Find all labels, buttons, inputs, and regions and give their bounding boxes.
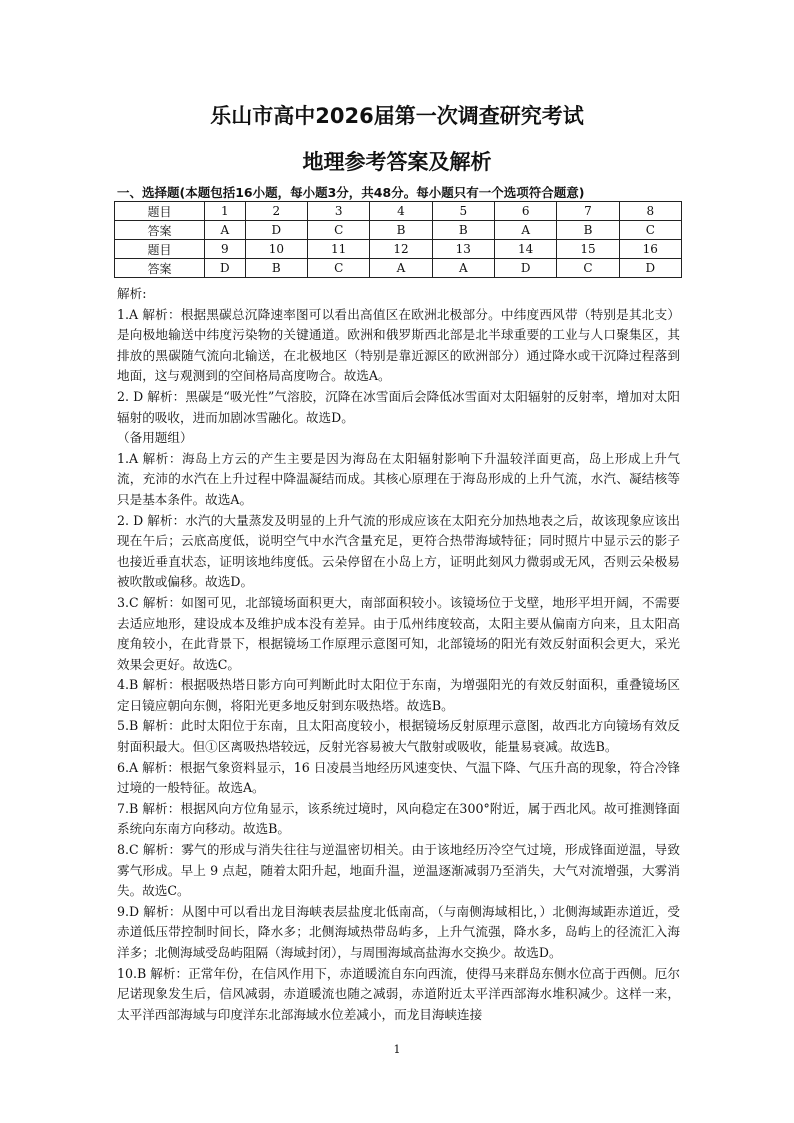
explanation-paragraph: 2. D 解析：水汽的大量蒸发及明显的上升气流的形成应该在太阳充分加热地表之后，故该现象应该出现在午后；云底高度低，说明空气中水汽含量充足，更符合热带海域特征；同时照片中显示云的影子也接近垂直状态，证明该地纬度低。云朵停留在小岛上方，证明此刻风力微弱或无风，否则云朵极易被吹散或偏移。故选D。 [117, 512, 680, 590]
table-cell: B [432, 221, 494, 240]
table-row [115, 202, 682, 221]
table-cell: 2 [245, 202, 307, 221]
table-cell: 8 [619, 202, 681, 221]
table-cell: D [494, 259, 556, 278]
table-cell: C [619, 221, 681, 240]
page-number: 1 [393, 1043, 401, 1056]
exam-title: 乐山市高中2026届第一次调查研究考试 [210, 104, 584, 128]
table-cell: C [308, 221, 370, 240]
backup-group-heading: （备用题组） [117, 430, 193, 446]
table-cell: A [432, 259, 494, 278]
explanation-paragraph: 1.A 解析：海岛上方云的产生主要是因为海岛在太阳辐射影响下升温较洋面更高，岛上形成上升气流，充沛的水汽在上升过程中降温凝结而成。其核心原理在于海岛形成的上升气流，水汽、凝结核等只是基本条件。故选A。 [117, 450, 680, 507]
table-cell: 7 [557, 202, 619, 221]
table-cell: 4 [370, 202, 432, 221]
answer-key-title: 地理参考答案及解析 [302, 150, 492, 174]
table-cell: B [370, 221, 432, 240]
table-cell: 12 [370, 240, 432, 259]
table-cell: 11 [308, 240, 370, 259]
table-cell: 5 [432, 202, 494, 221]
section-heading: 一、选择题(本题包括16小题，每小题3分，共48分。每小题只有一个选项符合题意) [117, 185, 585, 200]
table-cell: D [619, 259, 681, 278]
explanation-paragraph: 1.A 解析：根据黑碳总沉降速率图可以看出高值区在欧洲北极部分。中纬度西风带（特别是其北支）是向极地输送中纬度污染物的关键通道。欧洲和俄罗斯西北部是北半球重要的工业与人口聚集区，其排放的黑碳随气流向北输送，在北极地区（特别是靠近源区的欧洲部分）通过降水或干沉降过程落到地面，这与观测到的空间格局高度吻合。故选A。 [117, 306, 680, 384]
table-cell: C [557, 259, 619, 278]
table-cell: 3 [308, 202, 370, 221]
question-header-cell: 题目 [115, 202, 205, 221]
table-cell: 1 [205, 202, 246, 221]
explanation-paragraph: 3.C 解析：如图可见，北部镜场面积更大，南部面积较小。该镜场位于戈壁，地形平坦开阔，不需要去适应地形，建设成本及维护成本没有差异。由于瓜州纬度较高，太阳主要从偏南方向来，且太阳高度角较小，在此背景下，根据镜场工作原理示意图可知，北部镜场的阳光有效反射面积会更大，采光效果会更好。故选C。 [117, 594, 680, 672]
explanation-heading: 解析: [117, 286, 147, 301]
answer-header-cell: 答案 [115, 259, 205, 278]
question-header-cell: 题目 [115, 240, 205, 259]
table-row [115, 240, 682, 259]
explanation-paragraph: 5.B 解析：此时太阳位于东南，且太阳高度较小，根据镜场反射原理示意图，故西北方向镜场有效反射面积最大。但①区离吸热塔较远，反射光容易被大气散射或吸收，能量易衰减。故选B。 [117, 718, 680, 755]
table-cell: 6 [494, 202, 556, 221]
explanation-body [117, 284, 680, 1025]
explanation-paragraph: 8.C 解析：雾气的形成与消失往往与逆温密切相关。由于该地经历冷空气过境，形成锋面逆温，导致雾气形成。早上 9 点起，随着太阳升起，地面升温，逆温逐渐减弱乃至消失，大气对流增强，大雾消失。故选C。 [117, 842, 680, 899]
answer-table [114, 201, 682, 278]
explanation-paragraph: 4.B 解析：根据吸热塔日影方向可判断此时太阳位于东南，为增强阳光的有效反射面积，重叠镜场区定日镜应朝向东侧，将阳光更多地反射到东吸热塔。故选B。 [117, 677, 680, 713]
explanation-paragraph: 10.B 解析：正常年份，在信风作用下，赤道暖流自东向西流，使得马来群岛东侧水位高于西侧。厄尔尼诺现象发生后，信风减弱，赤道暖流也随之减弱，赤道附近太平洋西部海水堆积减少。这样一来，太平洋西部海域与印度洋东北部海域水位差减小，而龙目海峡连接 [117, 965, 680, 1022]
explanation-paragraph: 9.D 解析：从图中可以看出龙目海峡表层盐度北低南高，（与南侧海域相比，）北侧海域距赤道近，受赤道低压带控制时间长，降水多；北侧海域热带岛屿多，上升气流强，降水多，岛屿上的径流汇入海洋多；北侧海域受岛屿阻隔（海域封闭），与周围海域高盐海水交换少。故选D。 [117, 903, 680, 960]
table-cell: B [557, 221, 619, 240]
table-cell: 16 [619, 240, 681, 259]
table-cell: A [205, 221, 246, 240]
table-cell: 10 [245, 240, 307, 259]
table-row [115, 259, 682, 278]
explanation-paragraph: 6.A 解析：根据气象资料显示，16 日凌晨当地经历风速变快、气温下降、气压升高的现象，符合冷锋过境的一般特征。故选A。 [117, 759, 680, 796]
table-cell: 14 [494, 240, 556, 259]
explanation-paragraph: 7.B 解析：根据风向方位角显示，该系统过境时，风向稳定在300°附近，属于西北风。故可推测锋面系统向东南方向移动。故选B。 [117, 800, 680, 837]
explanation-paragraph: 2. D 解析：黑碳是“吸光性”气溶胶，沉降在冰雪面后会降低冰雪面对太阳辐射的反射率，增加对太阳辐射的吸收，进而加剧冰雪融化。故选D。 [117, 388, 680, 425]
table-cell: A [370, 259, 432, 278]
table-cell: A [494, 221, 556, 240]
table-cell: 9 [205, 240, 246, 259]
table-cell: B [245, 259, 307, 278]
table-cell: C [308, 259, 370, 278]
table-cell: D [205, 259, 246, 278]
table-row [115, 221, 682, 240]
answer-header-cell: 答案 [115, 221, 205, 240]
table-cell: 15 [557, 240, 619, 259]
table-cell: 13 [432, 240, 494, 259]
table-cell: D [245, 221, 307, 240]
